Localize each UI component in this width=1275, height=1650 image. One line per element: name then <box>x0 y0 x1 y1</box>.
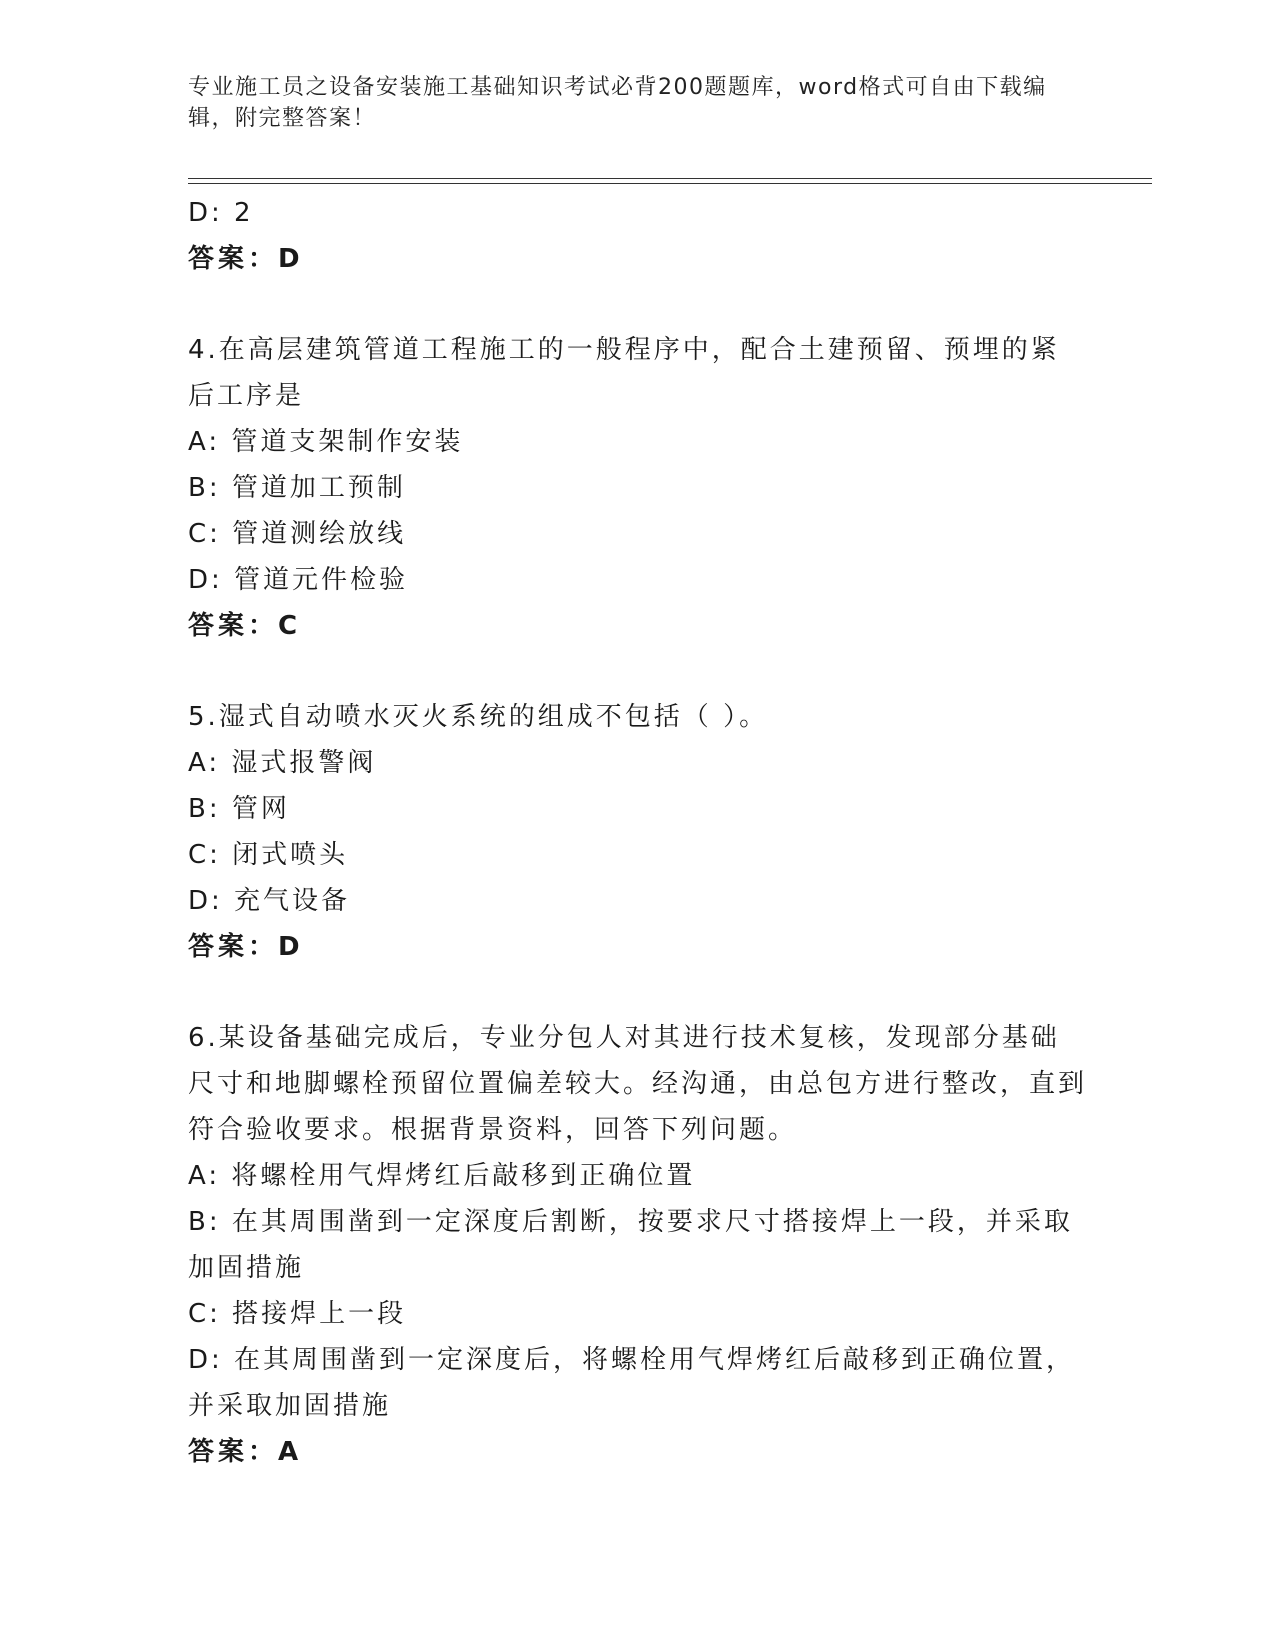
spacer <box>188 649 1088 694</box>
answer-label: 答案： <box>188 1437 279 1467</box>
answer-line <box>188 603 1088 649</box>
option-a: A: 将螺栓用气焊烤红后敲移到正确位置 <box>188 1161 696 1191</box>
question-4 <box>188 327 1088 649</box>
answer-line <box>188 236 1088 282</box>
option-b: B: 管网 <box>188 794 290 824</box>
option-c: C: 闭式喷头 <box>188 840 349 870</box>
previous-question-tail <box>188 190 1088 282</box>
option-b: B: 管道加工预制 <box>188 473 406 503</box>
answer-label: 答案： <box>188 244 279 274</box>
answer-label: 答案： <box>188 611 279 641</box>
option-c: C: 搭接焊上一段 <box>188 1299 407 1329</box>
option-b: B: 在其周围凿到一定深度后割断，按要求尺寸搭接焊上一段，并采取加固措施 <box>188 1207 1073 1283</box>
document-header: 专业施工员之设备安装施工基础知识考试必背200题题库，word格式可自由下载编辑，附完整答案！ <box>188 75 1047 131</box>
answer-value: A <box>278 1437 303 1467</box>
question-list <box>188 190 1088 1475</box>
spacer <box>188 282 1088 327</box>
option-c: C: 管道测绘放线 <box>188 519 407 549</box>
question-6 <box>188 1015 1088 1475</box>
question-5 <box>188 694 1088 970</box>
answer-label: 答案： <box>188 932 279 962</box>
option-d: D: 2 <box>188 198 254 228</box>
header-divider-top <box>188 178 1152 179</box>
answer-value: C <box>278 611 302 641</box>
answer-value: D <box>278 244 304 274</box>
option-a: A: 管道支架制作安装 <box>188 427 464 457</box>
option-d: D: 充气设备 <box>188 886 351 916</box>
answer-line <box>188 1429 1088 1475</box>
option-d: D: 在其周围凿到一定深度后，将螺栓用气焊烤红后敲移到正确位置，并采取加固措施 <box>188 1345 1076 1421</box>
option-a: A: 湿式报警阀 <box>188 748 377 778</box>
question-text: 5.湿式自动喷水灭火系统的组成不包括（ ）。 <box>188 702 769 732</box>
header-divider-bottom <box>188 183 1152 184</box>
option-d: D: 管道元件检验 <box>188 565 409 595</box>
spacer <box>188 970 1088 1015</box>
answer-line <box>188 924 1088 970</box>
answer-value: D <box>278 932 304 962</box>
question-text: 4.在高层建筑管道工程施工的一般程序中，配合土建预留、预埋的紧后工序是 <box>188 335 1060 411</box>
question-text: 6.某设备基础完成后，专业分包人对其进行技术复核，发现部分基础尺寸和地脚螺栓预留位置偏差较大。经沟通，由总包方进行整改，直到符合验收要求。根据背景资料，回答下列问题。 <box>188 1023 1088 1145</box>
